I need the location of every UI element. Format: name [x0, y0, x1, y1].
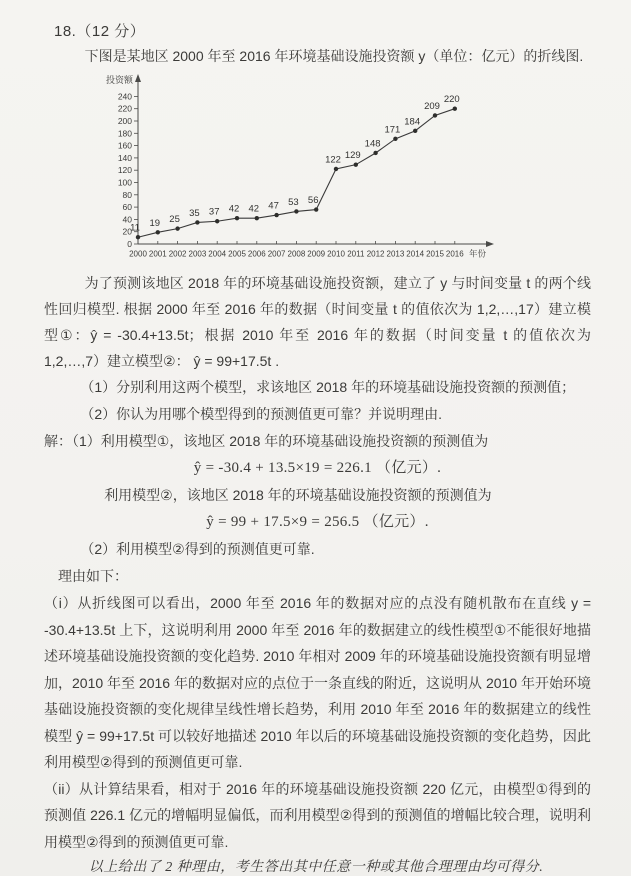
- reason-ii-paragraph: （ii）从计算结果看，相对于 2016 年的环境基础设施投资额 220 亿元，由模型①得到的预测值 226.1 亿元的增幅明显偏低，而利用模型②得到的预测值的增幅比较合理，说明利用模型②得到的预测值更可靠.: [44, 780, 591, 850]
- svg-text:56: 56: [307, 195, 319, 207]
- svg-text:240: 240: [117, 91, 132, 102]
- x-axis-label: 年份: [469, 248, 487, 259]
- svg-text:2001: 2001: [148, 249, 167, 259]
- line-chart-svg: [58, 70, 508, 264]
- svg-text:2009: 2009: [307, 249, 326, 259]
- svg-text:25: 25: [169, 214, 180, 226]
- svg-text:2005: 2005: [228, 249, 246, 259]
- model-setup-paragraph: 为了预测该地区 2018 年的环境基础设施投资额，建立了 y 与时间变量 t 的两个线性回归模型. 根据 2000 年至 2016 年的数据（时间变量 t 的值依次为 1,2,…,17）建立模型①：ŷ = -30.4+13.5t；根据 2010 年至 2016 年的数据（时间变量 t 的值依次为 1,2,…,7）建立模型②： ŷ = 99+17.5t .: [44, 275, 591, 369]
- equation-model2: ŷ = 99 + 17.5×9 = 256.5 （亿元）.: [206, 514, 429, 530]
- reason-i-paragraph: （i）从折线图可以看出，2000 年至 2016 年的数据对应的点没有随机散布在直线 y = -30.4+13.5t 上下，这说明利用 2000 年至 2016 年的数据建立的线性模型①不能很好地描述环境基础设施投资额的变化趋势. 2010 年相对 2009 年的环境基础设施投资额有明显增加，2010 年至 2016 年的数据对应的点位于一条直线的附近，这说明从 2010 年开始环境基础设施投资额的变化规律呈线性增长趋势，利用 2010 年至 2016 年的数据建立的线性模型 ŷ = 99+17.5t 可以较好地描述 2010 年以后的环境基础设施投资额的变化趋势，因此利用模型②得到的预测值更可靠.: [44, 595, 591, 770]
- chart-data-layer: [118, 91, 464, 258]
- svg-text:37: 37: [208, 206, 220, 218]
- svg-text:148: 148: [364, 138, 381, 150]
- svg-text:2012: 2012: [366, 249, 385, 259]
- solution-part1-intro: 解：（1）利用模型①，该地区 2018 年的环境基础设施投资额的预测值为: [44, 433, 489, 449]
- svg-text:122: 122: [325, 154, 341, 166]
- svg-text:53: 53: [288, 196, 299, 208]
- svg-text:160: 160: [117, 140, 132, 151]
- svg-text:220: 220: [117, 103, 132, 114]
- svg-text:184: 184: [404, 116, 421, 128]
- question-2: （2）你认为用哪个模型得到的预测值更可靠？并说明理由.: [80, 406, 443, 422]
- svg-text:100: 100: [117, 177, 132, 188]
- problem-number: 18.（12 分）: [54, 23, 146, 40]
- svg-text:2011: 2011: [347, 249, 365, 259]
- svg-text:200: 200: [117, 116, 132, 126]
- investment-line-chart: [58, 70, 591, 264]
- svg-text:0: 0: [127, 239, 132, 249]
- svg-text:2004: 2004: [208, 249, 227, 259]
- problem-intro: 下图是某地区 2000 年至 2016 年环境基础设施投资额 y（单位：亿元）的折线图.: [84, 48, 584, 64]
- equation-model1: ŷ = -30.4 + 13.5×19 = 226.1 （亿元）.: [193, 460, 442, 476]
- svg-text:47: 47: [268, 200, 279, 212]
- reason-heading: 理由如下：: [58, 568, 128, 584]
- y-axis-arrow-icon: [135, 74, 141, 82]
- answer-part2: （2）利用模型②得到的预测值更可靠.: [80, 541, 315, 557]
- grading-note: 以上给出了 2 种理由，考生答出其中任意一种或其他合理理由均可得分.: [88, 860, 544, 875]
- svg-text:129: 129: [344, 150, 361, 162]
- svg-text:80: 80: [122, 189, 132, 200]
- question-1: （1）分别利用这两个模型，求该地区 2018 年的环境基础设施投资额的预测值；: [80, 379, 576, 395]
- svg-text:180: 180: [117, 128, 132, 139]
- svg-text:2002: 2002: [168, 249, 187, 259]
- svg-text:2014: 2014: [406, 249, 425, 259]
- svg-text:2013: 2013: [386, 249, 405, 259]
- svg-text:2015: 2015: [426, 249, 444, 259]
- svg-text:42: 42: [248, 203, 260, 215]
- y-axis-label: 投资额: [105, 75, 133, 85]
- svg-text:60: 60: [122, 202, 132, 213]
- svg-text:2010: 2010: [327, 249, 345, 259]
- svg-text:120: 120: [117, 165, 132, 176]
- x-axis-arrow-icon: [486, 241, 494, 247]
- svg-text:19: 19: [149, 217, 161, 229]
- svg-text:2007: 2007: [267, 249, 286, 259]
- solution-model2-intro: 利用模型②，该地区 2018 年的环境基础设施投资额的预测值为: [104, 487, 492, 503]
- svg-text:2006: 2006: [247, 249, 266, 259]
- svg-text:11: 11: [130, 222, 140, 234]
- svg-text:40: 40: [122, 214, 132, 225]
- svg-text:220: 220: [443, 94, 460, 106]
- svg-text:2000: 2000: [129, 249, 147, 259]
- svg-text:140: 140: [117, 152, 132, 163]
- svg-text:2016: 2016: [445, 249, 464, 259]
- svg-text:20: 20: [122, 226, 132, 237]
- svg-text:171: 171: [384, 124, 401, 136]
- svg-text:2003: 2003: [188, 249, 207, 259]
- svg-text:35: 35: [189, 207, 200, 219]
- svg-text:42: 42: [228, 203, 240, 215]
- svg-text:2008: 2008: [287, 249, 306, 259]
- svg-text:209: 209: [424, 100, 440, 112]
